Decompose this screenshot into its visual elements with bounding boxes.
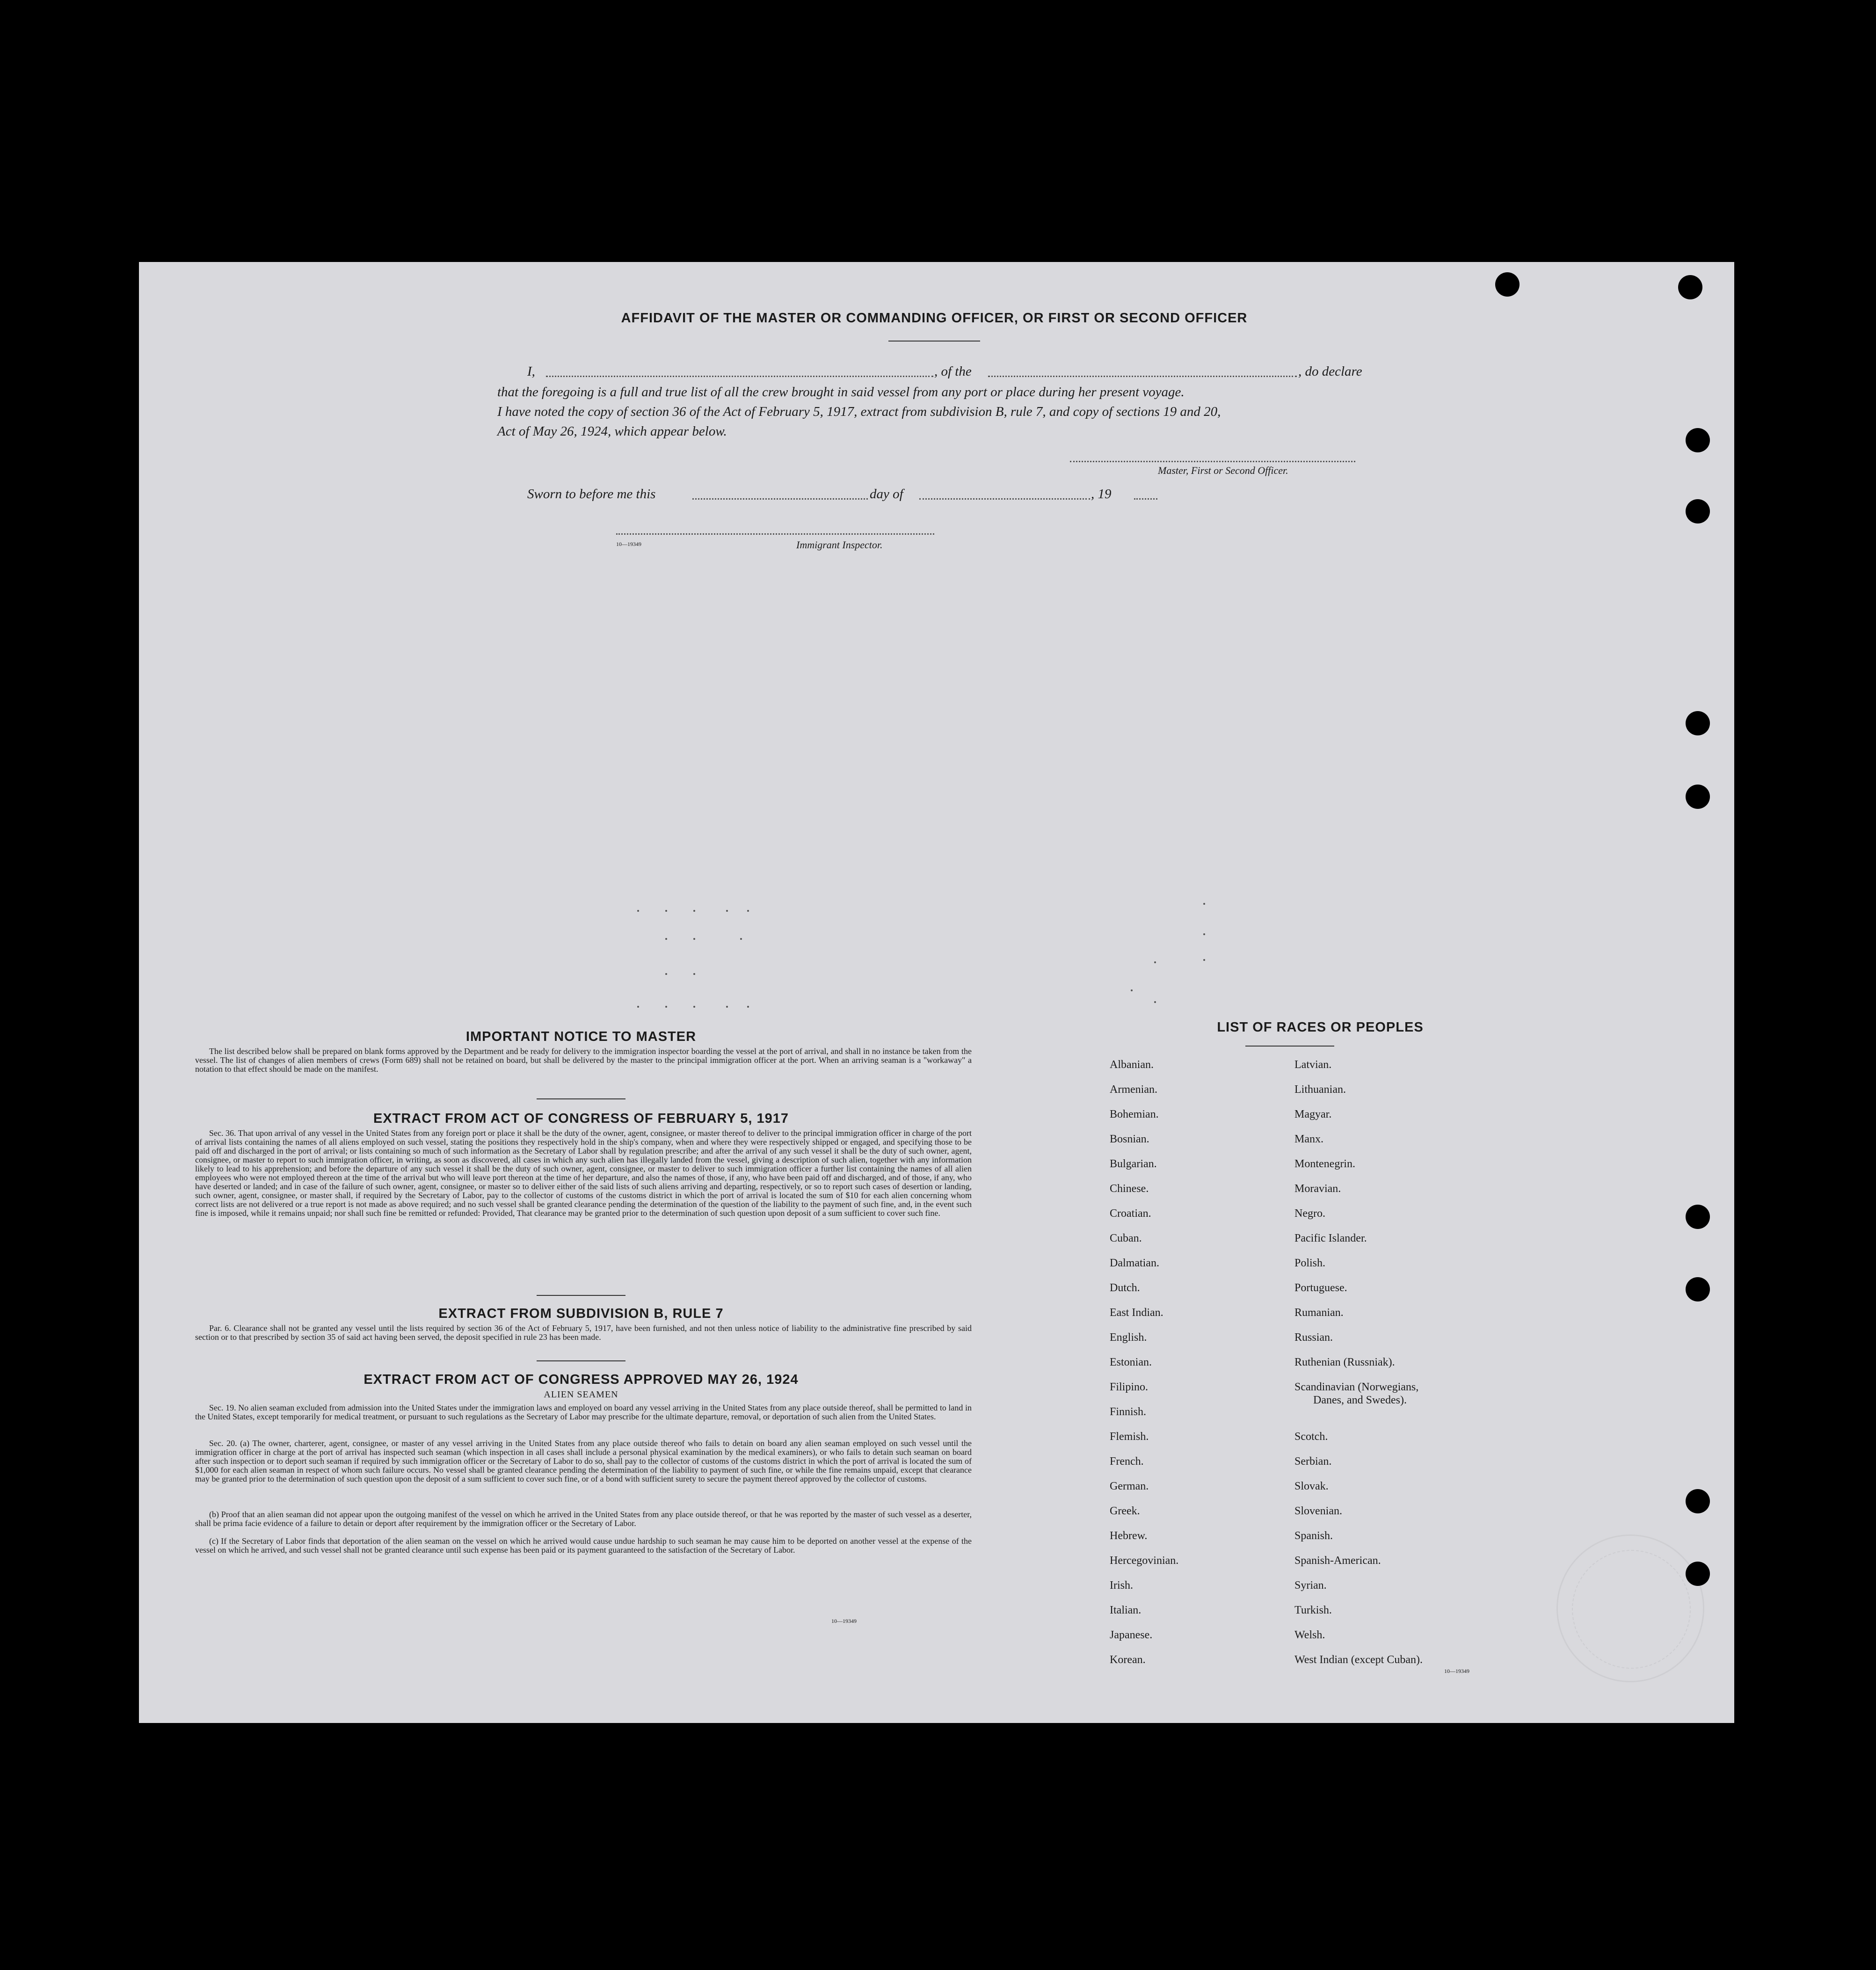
race-right: Slovak.	[1294, 1480, 1329, 1492]
speck	[693, 1006, 695, 1008]
speck	[637, 910, 639, 912]
punch-hole	[1686, 1277, 1710, 1301]
race-right: West Indian (except Cuban).	[1294, 1654, 1423, 1666]
races-title: LIST OF RACES OR PEOPLES	[1217, 1020, 1424, 1035]
punch-hole	[1686, 785, 1710, 809]
race-left: Cuban.	[1110, 1232, 1142, 1244]
speck	[665, 910, 667, 912]
sworn-month-blank	[919, 498, 1090, 500]
race-left: Dutch.	[1110, 1282, 1140, 1294]
punch-hole	[1686, 1562, 1710, 1586]
affidavit-line4: Act of May 26, 1924, which appear below.	[497, 424, 727, 439]
speck	[1203, 933, 1205, 935]
affidavit-i: I,	[527, 364, 535, 379]
rule7-body: Par. 6. Clearance shall not be granted any vessel until the lists required by section 36 of the Act of February 5, 1917, have been furnished, and not then unless notice of liability to the administrative fine prescribed by said section or to that prescribed by section 35 of said act having been served, the deposit specified in rule 23 has been made.	[195, 1323, 972, 1342]
speck	[693, 973, 695, 975]
speck	[665, 973, 667, 975]
race-left: Chinese.	[1110, 1183, 1149, 1195]
race-right: Negro.	[1294, 1207, 1325, 1220]
race-right: Turkish.	[1294, 1604, 1332, 1616]
race-right: Pacific Islander.	[1294, 1232, 1367, 1244]
speck	[637, 1006, 639, 1008]
race-left: Albanian.	[1110, 1059, 1154, 1071]
speck	[665, 1006, 667, 1008]
race-left: Japanese.	[1110, 1629, 1153, 1641]
year-prefix: , 19	[1091, 487, 1112, 502]
race-left: Irish.	[1110, 1579, 1133, 1592]
speck	[726, 1006, 728, 1008]
race-right: Ruthenian (Russniak).	[1294, 1356, 1395, 1368]
section-divider	[537, 1360, 625, 1361]
affidavit-line2: that the foregoing is a full and true list of all the crew brought in said vessel from any port or place during her present voyage.	[497, 385, 1185, 400]
race-left: Hebrew.	[1110, 1530, 1148, 1542]
race-right: Welsh.	[1294, 1629, 1325, 1641]
race-right: Montenegrin.	[1294, 1158, 1355, 1170]
race-right: Slovenian.	[1294, 1505, 1342, 1517]
affidavit-of-the: , of the	[934, 364, 972, 379]
race-left: Finnish.	[1110, 1406, 1147, 1418]
title-underline	[888, 341, 980, 342]
vessel-blank	[988, 376, 1297, 377]
speck	[726, 910, 728, 912]
punch-hole	[1686, 711, 1710, 735]
speck	[1154, 1001, 1156, 1003]
race-left: Korean.	[1110, 1654, 1146, 1666]
race-left: German.	[1110, 1480, 1149, 1492]
speck	[747, 1006, 749, 1008]
day-of: day of	[870, 487, 903, 502]
section-divider	[537, 1098, 625, 1099]
race-right: Polish.	[1294, 1257, 1326, 1269]
race-right: Scotch.	[1294, 1431, 1328, 1443]
race-left: Bulgarian.	[1110, 1158, 1157, 1170]
notice-title: IMPORTANT NOTICE TO MASTER	[465, 1029, 697, 1044]
sec20c-body: (c) If the Secretary of Labor finds that deportation of the alien seaman on the vessel on which he arrived would cause undue hardship to such seaman he may cause him to be deported on another vessel at the expense of the vessel on which he arrived, and such vessel shall not be granted clearance until such expense has been paid or its payment guaranteed to the satisfaction of the Secretary of Labor.	[195, 1536, 972, 1555]
speck	[740, 938, 742, 940]
inspector-label: Immigrant Inspector.	[796, 539, 883, 551]
race-right: Danes, and Swedes).	[1313, 1394, 1407, 1406]
sec20b-body: (b) Proof that an alien seaman did not appear upon the outgoing manifest of the vessel on which he arrived in the United States from any place outside thereof, or that he was reported by the master of such vessel as a deserter, shall be prima facie evidence of a failure to detain or deport after requirement by the immigration officer or the Secretary of Labor.	[195, 1510, 972, 1528]
speck	[1203, 959, 1205, 961]
sworn-year-blank	[1134, 498, 1157, 500]
speck	[747, 910, 749, 912]
race-right: Magyar.	[1294, 1108, 1332, 1120]
punch-hole	[1686, 499, 1710, 523]
notice-body: The list described below shall be prepared on blank forms approved by the Department and be ready for delivery to the immigration inspector boarding the vessel at the port of arrival, and shall in no instance be taken from the vessel. The list of changes of alien members of crews (Form 689) shall not be retained on board, but shall be delivered by the master to the principal immigration officer at the port. When an arriving seaman is a "workaway" a notation to that effect should be made on the manifest.	[195, 1047, 972, 1074]
rule7-title: EXTRACT FROM SUBDIVISION B, RULE 7	[438, 1306, 724, 1321]
race-left: English.	[1110, 1331, 1147, 1344]
affidavit-title: AFFIDAVIT OF THE MASTER OR COMMANDING OFFICER, OR FIRST OR SECOND OFFICER	[621, 311, 1248, 326]
document-sheet	[139, 262, 1734, 1723]
punch-hole	[1686, 1205, 1710, 1229]
speck	[1203, 903, 1205, 905]
speck	[693, 910, 695, 912]
race-left: East Indian.	[1110, 1307, 1163, 1319]
affidavit-form-number: 10—19349	[616, 541, 641, 547]
master-signature-line	[1070, 461, 1355, 462]
race-left: Flemish.	[1110, 1431, 1149, 1443]
sworn-day-blank	[692, 498, 868, 500]
inspector-signature-line	[616, 533, 934, 535]
race-left: Bohemian.	[1110, 1108, 1159, 1120]
extract-1917-title: EXTRACT FROM ACT OF CONGRESS OF FEBRUARY 5, 1917	[373, 1111, 789, 1126]
race-left: Greek.	[1110, 1505, 1140, 1517]
alien-seamen-subtitle: ALIEN SEAMEN	[544, 1389, 618, 1400]
race-left: Hercegovinian.	[1110, 1555, 1179, 1567]
race-left: Estonian.	[1110, 1356, 1152, 1368]
extract-1917-body: Sec. 36. That upon arrival of any vessel in the United States from any foreign port or place it shall be the duty of the owner, agent, consignee, or master thereof to deliver to the principal immigration officer in charge of the port of arrival lists containing the names of all aliens employed on such vessel, stating the positions they respectively hold in the ship's company, when and where they were respectively shipped or engaged, and specifying those to be paid off and discharged in the port of arrival; or lists containing so much of such information as the Secretary of Labor shall by regulation prescribe; and after the arrival of any such vessel it shall be the duty of such owner, agent, consignee, or master to report to such immigration officer, in writing, as soon as discovered, all cases in which any such alien has illegally landed from the vessel, giving a description of such alien, together with any information likely to lead to his apprehension; and before the departure of any such vessel it shall be the duty of such owner, agent, consignee, or master to deliver to such immigration officer a further list containing the names of all alien employees who were not employed thereon at the time of the arrival but who will leave port thereon at the time of her departure, and also the names of those, if any, who have been paid off and discharged, and of those, if any, who have deserted or landed; and in case of the failure of such owner, agent, consignee, or master so to deliver either of the said lists of such aliens arriving and departing, respectively, or so to report such cases of desertion or landing, such owner, agent, consignee, or master shall, if required by the Secretary of Labor, pay to the collector of customs of the customs district in which the port of arrival is located the sum of $10 for each alien concerning whom correct lists are not delivered or a true report is not made as above required; and no such vessel shall be granted clearance pending the determination of the question of the liability to the payment of such fine, and, in the event such fine is imposed, while it remains unpaid; nor shall such fine be remitted or refunded: Provided, That clearance may be granted prior to the determination of such question upon deposit of a sum sufficient to cover such fine.	[195, 1128, 972, 1218]
races-form-number: 10—19349	[1444, 1668, 1469, 1674]
race-right: Manx.	[1294, 1133, 1323, 1145]
punch-hole	[1678, 275, 1702, 299]
speck	[665, 938, 667, 940]
punch-hole	[1495, 272, 1520, 297]
speck	[1131, 989, 1133, 991]
race-left: French.	[1110, 1455, 1144, 1468]
race-right: Russian.	[1294, 1331, 1333, 1344]
race-left: Armenian.	[1110, 1083, 1157, 1096]
race-right: Portuguese.	[1294, 1282, 1347, 1294]
race-right: Syrian.	[1294, 1579, 1327, 1592]
sworn-before: Sworn to before me this	[527, 487, 656, 502]
speck	[1154, 961, 1156, 963]
race-left: Filipino.	[1110, 1381, 1149, 1393]
speck	[693, 938, 695, 940]
embossed-seal	[1556, 1534, 1704, 1682]
race-right: Scandinavian (Norwegians,	[1294, 1381, 1419, 1393]
races-underline	[1245, 1046, 1334, 1047]
affidavit-line3: I have noted the copy of section 36 of the Act of February 5, 1917, extract from subdivision B, rule 7, and copy of sections 19 and 20,	[497, 404, 1221, 419]
punch-hole	[1686, 428, 1710, 452]
sec19-body: Sec. 19. No alien seaman excluded from admission into the United States under the immigration laws and employed on board any vessel arriving in the United States from any place outside thereof, shall be permitted to land in the United States, except temporarily for medical treatment, or pursuant to such regulations as the Secretary of Labor may prescribe for the ultimate departure, removal, or deportation of such alien from the United States.	[195, 1403, 972, 1421]
extract-1924-title: EXTRACT FROM ACT OF CONGRESS APPROVED MAY 26, 1924	[364, 1372, 799, 1387]
race-left: Dalmatian.	[1110, 1257, 1159, 1269]
race-right: Latvian.	[1294, 1059, 1332, 1071]
punch-hole	[1686, 1489, 1710, 1513]
master-signature-label: Master, First or Second Officer.	[1158, 465, 1288, 476]
affidavit-declare: , do declare	[1298, 364, 1362, 379]
race-right: Spanish.	[1294, 1530, 1333, 1542]
race-right: Moravian.	[1294, 1183, 1341, 1195]
sec20a-body: Sec. 20. (a) The owner, charterer, agent, consignee, or master of any vessel arriving in the United States from any place outside thereof who fails to detain on board any alien seaman employed on such vessel until the immigration officer in charge at the port of arrival has inspected such seaman (which inspection in all cases shall include a personal physical examination by the medical examiners), or who fails to detain such seaman on board after such inspection or to deport such seaman if required by such immigration officer or the Secretary of Labor to do so, shall pay to the collector of customs of the customs district in which the port of arrival is located the sum of $1,000 for each alien seaman in respect of whom such failure occurs. No vessel shall be granted clearance pending the determination of the liability to payment of such fine, or while the fine remains unpaid, except that clearance may be granted prior to the determination of such question upon the deposit of a sum sufficient to cover such fine, or of a bond with sufficient surety to secure the payment thereof approved by the collector of customs.	[195, 1439, 972, 1483]
race-right: Rumanian.	[1294, 1307, 1344, 1319]
race-left: Croatian.	[1110, 1207, 1151, 1220]
extract-form-number: 10—19349	[831, 1618, 857, 1624]
race-left: Italian.	[1110, 1604, 1142, 1616]
name-blank	[546, 376, 933, 377]
race-right: Spanish-American.	[1294, 1555, 1381, 1567]
race-left: Bosnian.	[1110, 1133, 1149, 1145]
section-divider	[537, 1295, 625, 1296]
race-right: Serbian.	[1294, 1455, 1332, 1468]
race-right: Lithuanian.	[1294, 1083, 1346, 1096]
